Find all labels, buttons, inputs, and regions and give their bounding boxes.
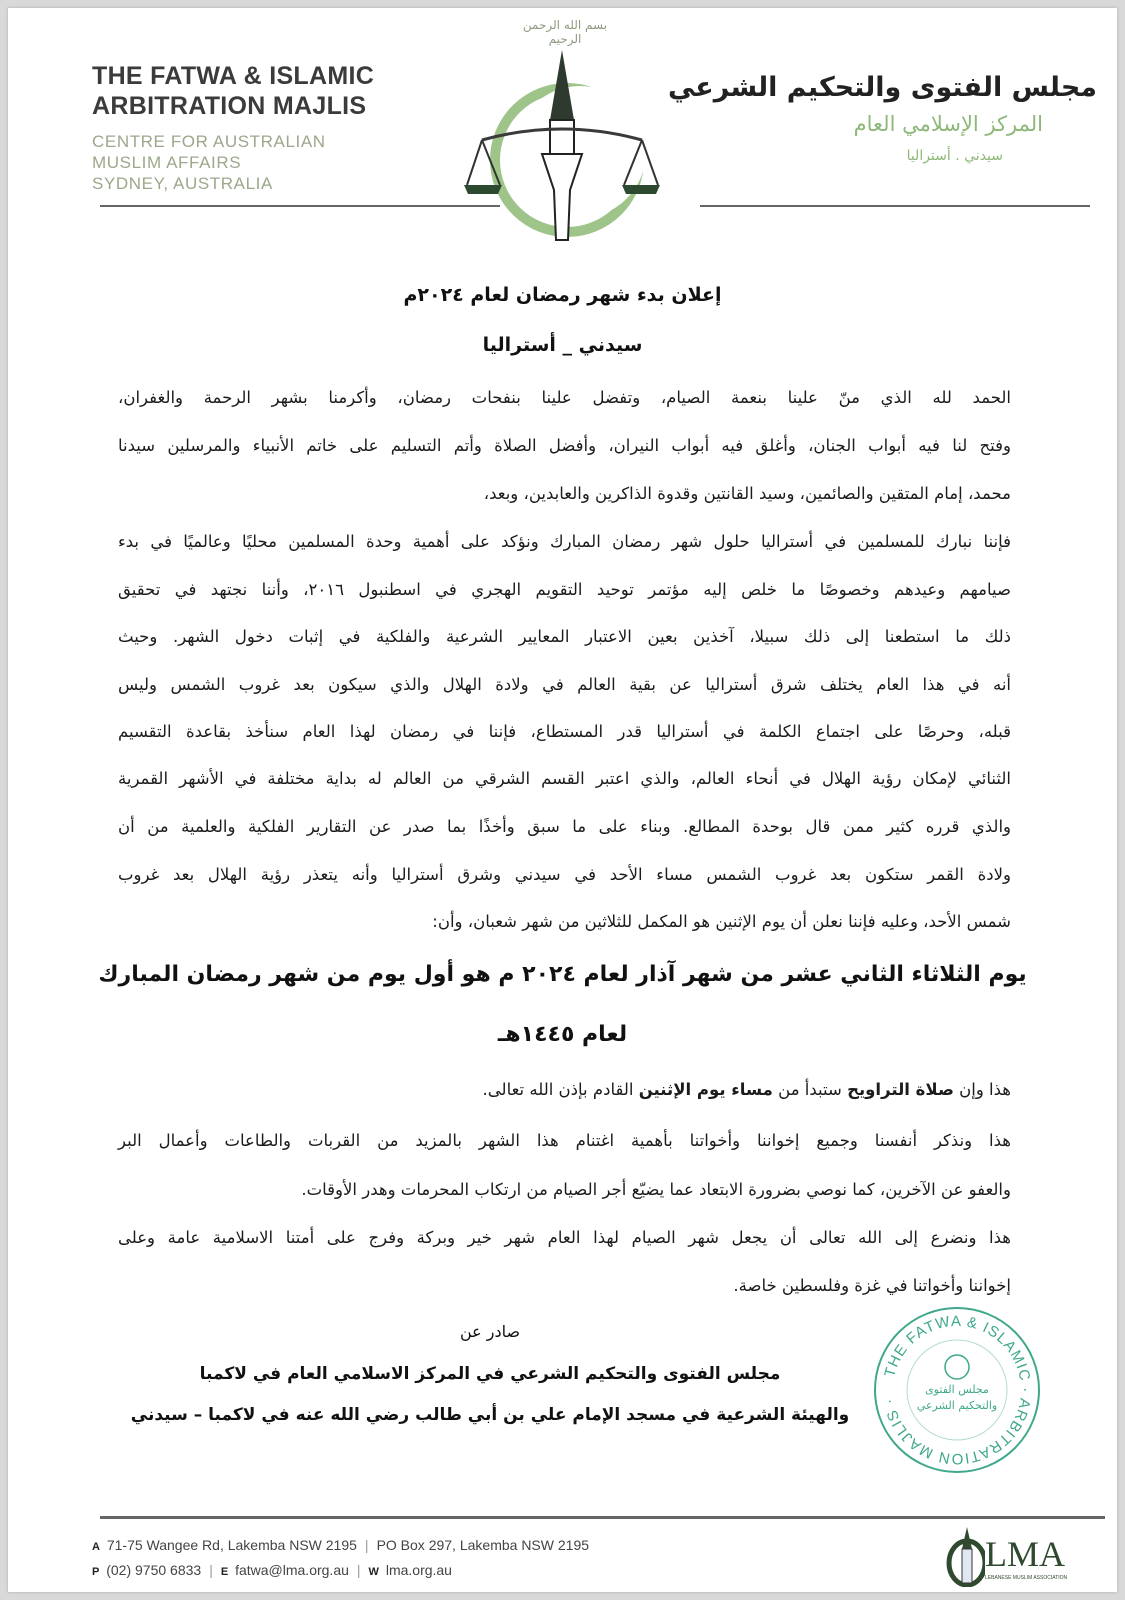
majlis-logo-icon <box>462 40 662 245</box>
address: 71-75 Wangee Rd, Lakemba NSW 2195 <box>106 1537 357 1553</box>
official-stamp-icon <box>872 1305 1042 1475</box>
lma-logo-caption: LEBANESE MUSLIM ASSOCIATION <box>985 1575 1068 1581</box>
arabic-subtitle: المركز الإسلامي العام <box>853 112 1043 136</box>
text: القادم بإذن الله تعالى. <box>482 1080 639 1099</box>
website-link[interactable]: lma.org.au <box>385 1562 452 1578</box>
issued-by-label: صادر عن <box>459 1322 521 1341</box>
svg-text:والتحكيم الشرعي: والتحكيم الشرعي <box>916 1399 998 1412</box>
issuer-line-2: والهيئة الشرعية في مسجد الإمام علي بن أبي طالب رضي الله عنه في لاكمبا – سيدني <box>130 1405 850 1425</box>
english-subtitle-line-1: CENTRE FOR AUSTRALIAN <box>92 132 326 151</box>
english-title-line-2: ARBITRATION MAJLIS <box>92 92 367 120</box>
paragraph-line: هذا ونذكر أنفسنا وجميع إخواننا وأخواتنا بأهمية اغتنام هذا الشهر بالمزيد من القربات والطاعات وأعمال البر <box>118 1131 1011 1150</box>
paragraph-line: هذا ونضرع إلى الله تعالى أن يجعل شهر الصيام لهذا العام شهر خير وبركة وفرج على أمتنا الاسلامية عامة وعلى <box>118 1228 1011 1247</box>
arabic-city: سيدني . أستراليا <box>906 148 1003 164</box>
lma-minaret-icon <box>945 1525 985 1587</box>
paragraph-line: ذلك ما استطعنا إلى ذلك سبيلا، آخذين بعين الاعتبار المعايير الشرعية والفلكية في إثبات دخول الشهر. وحيث <box>118 627 1011 646</box>
paragraph-line: شمس الأحد، وعليه فإننا نعلن أن يوم الإثنين هو المكمل للثلاثين من شهر شعبان، وأن: <box>432 912 1011 931</box>
svg-text:مجلس الفتوى: مجلس الفتوى <box>925 1383 989 1396</box>
taraweeh-line <box>118 1078 1011 1102</box>
paragraph-line: فإننا نبارك للمسلمين في أستراليا حلول شهر رمضان المبارك ونؤكد على أهمية وحدة المسلمين محليًا وعالميًا في بدء <box>118 532 1011 551</box>
email-label: E <box>220 1566 229 1578</box>
address-label: A <box>92 1541 100 1553</box>
svg-text:THE FATWA & ISLAMIC · ARBITRAT: THE FATWA & ISLAMIC · ARBITRATION MAJLIS · <box>880 1312 1035 1468</box>
lma-logo-text: LMA <box>985 1534 1065 1574</box>
email-link[interactable]: fatwa@lma.org.au <box>235 1562 349 1578</box>
paragraph-line: والذي قرره كثير ممن قال بوحدة المطالع. وبناء على ما سبق وأخذًا بما صدر عن التقارير الفلكية والعلمية من أن <box>118 817 1011 836</box>
announcement-line-1: يوم الثلاثاء الثاني عشر من شهر آذار لعام ٢٠٢٤ م هو أول يوم من شهر رمضان المبارك <box>98 962 1027 987</box>
paragraph-line: محمد، إمام المتقين والصائمين، وسيد القانتين وقدوة الذاكرين والعابدين، وبعد، <box>483 484 1011 503</box>
lma-logo <box>945 1525 1085 1587</box>
paragraph-line: الثنائي لإمكان رؤية الهلال في أنحاء العالم، والذي اعتبر القسم الشرقي من العالم له بداية مختلفة في الأشهر القمرية <box>118 769 1011 788</box>
paragraph-line: إخواننا وأخواتنا في غزة وفلسطين خاصة. <box>733 1276 1011 1295</box>
basmala: بسم الله الرحمن الرحيم <box>522 18 608 46</box>
announcement-line-2: لعام ١٤٤٥هـ <box>497 1022 628 1047</box>
document-subtitle: سيدني _ أستراليا <box>482 334 643 356</box>
text: ستبدأ من <box>772 1080 848 1099</box>
paragraph-line: صيامهم وعيدهم وخصوصًا ما خلص إليه مؤتمر توحيد التقويم الهجري في اسطنبول ٢٠١٦، وأننا نجتهد في تحقيق <box>118 580 1011 599</box>
separator: | <box>364 1537 369 1553</box>
taraweeh-emphasis: صلاة التراويح <box>847 1080 954 1099</box>
paragraph-line: قبله، وحرصًا على اجتماع الكلمة في أستراليا قدر المستطاع، فإننا في رمضان لهذا العام سنأخذ بقاعدة التقسيم <box>118 722 1011 741</box>
english-title-line-1: THE FATWA & ISLAMIC <box>92 62 375 90</box>
separator: | <box>356 1562 361 1578</box>
english-subtitle-line-3: SYDNEY, AUSTRALIA <box>92 174 273 193</box>
header-rule-left <box>100 205 500 207</box>
phone-label: P <box>92 1566 100 1578</box>
paragraph-line: ولادة القمر ستكون بعد غروب الشمس مساء الأحد في سيدني وشرق أستراليا وأنه يتعذر رؤية الهلال بعد غروب <box>118 865 1011 884</box>
document-title: إعلان بدء شهر رمضان لعام ٢٠٢٤م <box>403 284 722 306</box>
footer-address-line <box>92 1537 589 1553</box>
issuer-line-1: مجلس الفتوى والتحكيم الشرعي في المركز الاسلامي العام في لاكمبا <box>199 1364 781 1384</box>
paragraph-line: أنه في هذا العام يختلف شرق أستراليا عن بقية العالم في ولادة الهلال والذي سيكون بعد غروب الشمس وليس <box>118 675 1011 694</box>
phone: (02) 9750 6833 <box>106 1562 202 1578</box>
arabic-title: مجلس الفتوى والتحكيم الشرعي <box>667 72 1097 103</box>
footer-contact-line <box>92 1562 452 1578</box>
text: هذا وإن <box>953 1080 1011 1099</box>
separator: | <box>209 1562 213 1578</box>
monday-evening-emphasis: مساء يوم الإثنين <box>638 1080 773 1099</box>
paragraph-line: الحمد لله الذي منّ علينا بنعمة الصيام، وتفضل علينا بنفحات رمضان، وأكرمنا بشهر الرحمة والغفران، <box>118 388 1011 407</box>
header-rule-right <box>700 205 1090 207</box>
footer-rule <box>100 1516 1105 1519</box>
paragraph-line: والعفو عن الآخرين، كما نوصي بضرورة الابتعاد عما يضيّع أجر الصيام من ارتكاب المحرمات وهدر الأوقات. <box>301 1180 1011 1199</box>
po-box: PO Box 297, Lakemba NSW 2195 <box>376 1537 590 1553</box>
english-subtitle-line-2: MUSLIM AFFAIRS <box>92 153 242 172</box>
web-label: W <box>368 1566 379 1578</box>
paragraph-line: وفتح لنا فيه أبواب الجنان، وأغلق فيه أبواب النيران، وأفضل الصلاة وأتم التسليم على خاتم الأنبياء والمرسلين سيدنا <box>118 436 1011 455</box>
